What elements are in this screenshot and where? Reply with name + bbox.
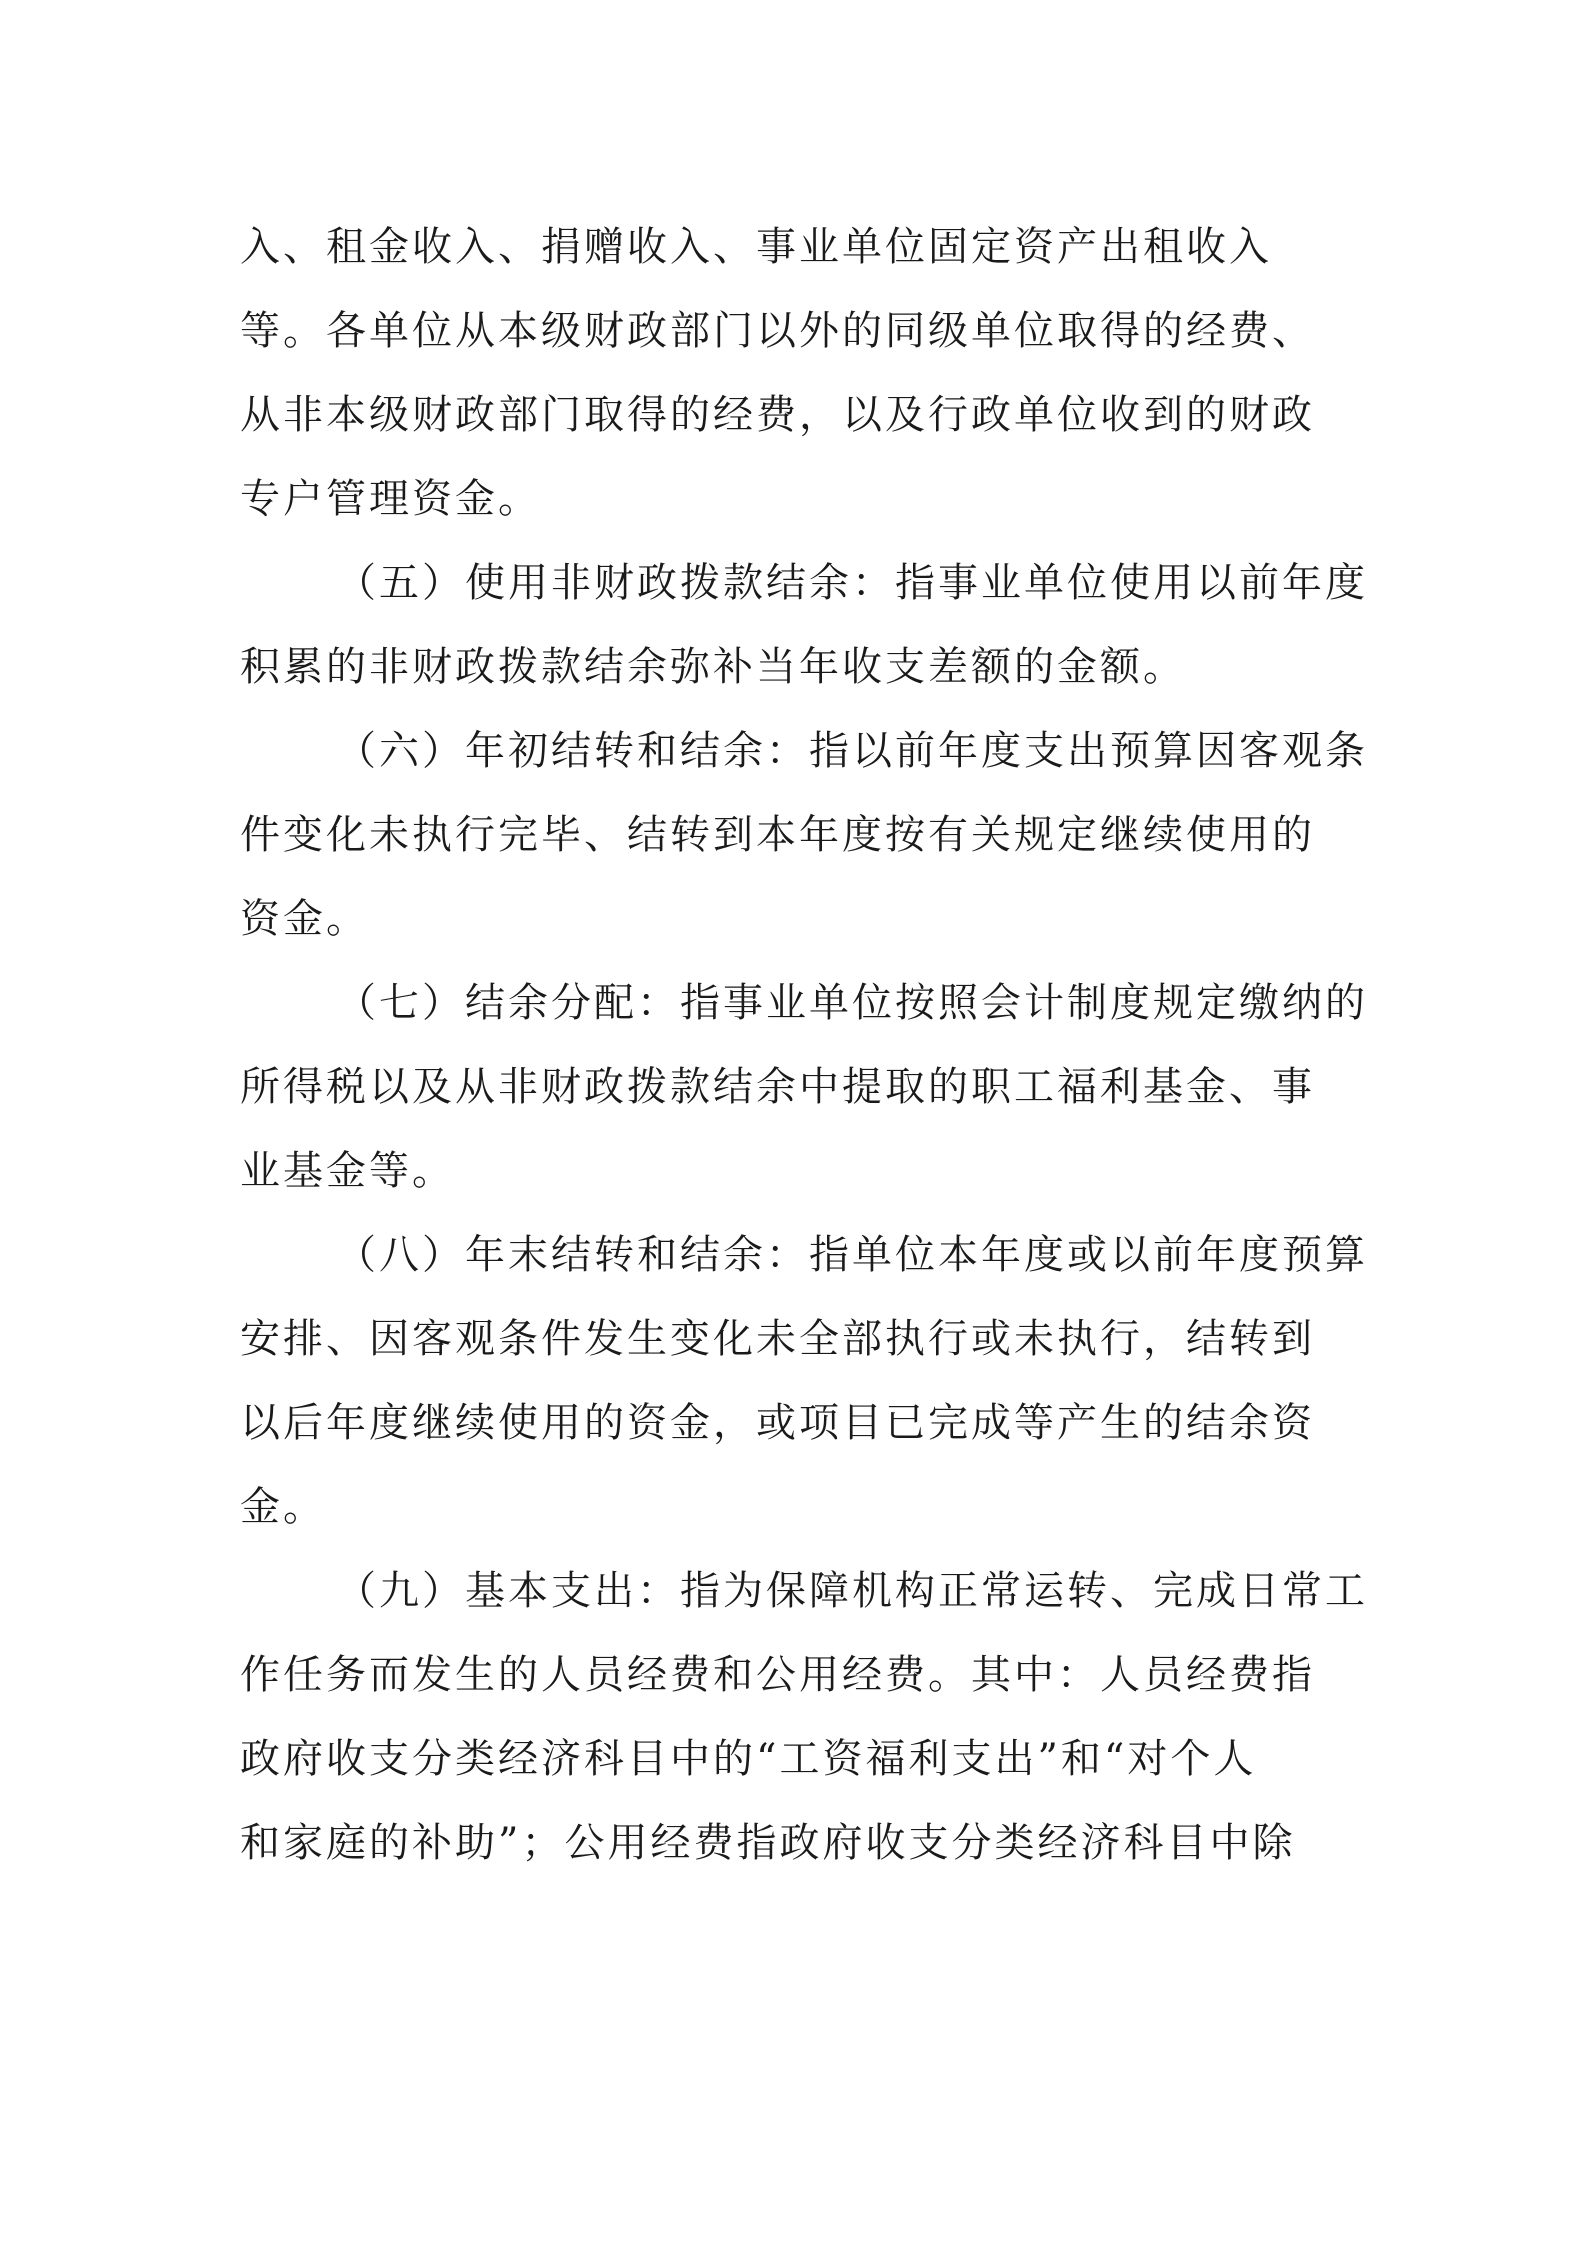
paragraph-item-8 xyxy=(240,1213,1368,1549)
text-line: 和家庭的补助”；公用经费指政府收支分类经济科目中除 xyxy=(240,1820,1296,1866)
paragraph-item-5 xyxy=(240,541,1368,709)
text-line: 件变化未执行完毕、结转到本年度按有关规定继续使用的 xyxy=(240,812,1315,858)
text-line: 积累的非财政拨款结余弥补当年收支差额的金额。 xyxy=(240,644,1186,690)
text-line: （五）使用非财政拨款结余：指事业单位使用以前年度 xyxy=(336,560,1368,606)
text-line: 等。各单位从本级财政部门以外的同级单位取得的经费、 xyxy=(240,308,1315,354)
text-line: （七）结余分配：指事业单位按照会计制度规定缴纳的 xyxy=(336,980,1368,1026)
paragraph-item-7 xyxy=(240,961,1368,1213)
text-line: 专户管理资金。 xyxy=(240,476,541,522)
body-text xyxy=(240,205,1368,1885)
text-line: （八）年末结转和结余：指单位本年度或以前年度预算 xyxy=(336,1232,1368,1278)
text-line: 政府收支分类经济科目中的“工资福利支出”和“对个人 xyxy=(240,1736,1257,1782)
text-line: 入、租金收入、捐赠收入、事业单位固定资产出租收入 xyxy=(240,224,1272,270)
paragraph-continuation xyxy=(240,205,1360,541)
text-line: 作任务而发生的人员经费和公用经费。其中：人员经费指 xyxy=(240,1652,1315,1698)
paragraph-item-6 xyxy=(240,709,1368,961)
paragraph-item-9 xyxy=(240,1549,1368,1885)
text-line: （九）基本支出：指为保障机构正常运转、完成日常工 xyxy=(336,1568,1368,1614)
text-line: 业基金等。 xyxy=(240,1148,455,1194)
text-line: 资金。 xyxy=(240,896,369,942)
text-line: 安排、因客观条件发生变化未全部执行或未执行，结转到 xyxy=(240,1316,1315,1362)
text-line: （六）年初结转和结余：指以前年度支出预算因客观条 xyxy=(336,728,1368,774)
text-line: 金。 xyxy=(240,1484,326,1530)
text-line: 从非本级财政部门取得的经费，以及行政单位收到的财政 xyxy=(240,392,1315,438)
text-line: 所得税以及从非财政拨款结余中提取的职工福利基金、事 xyxy=(240,1064,1315,1110)
text-line: 以后年度继续使用的资金，或项目已完成等产生的结余资 xyxy=(240,1400,1315,1446)
